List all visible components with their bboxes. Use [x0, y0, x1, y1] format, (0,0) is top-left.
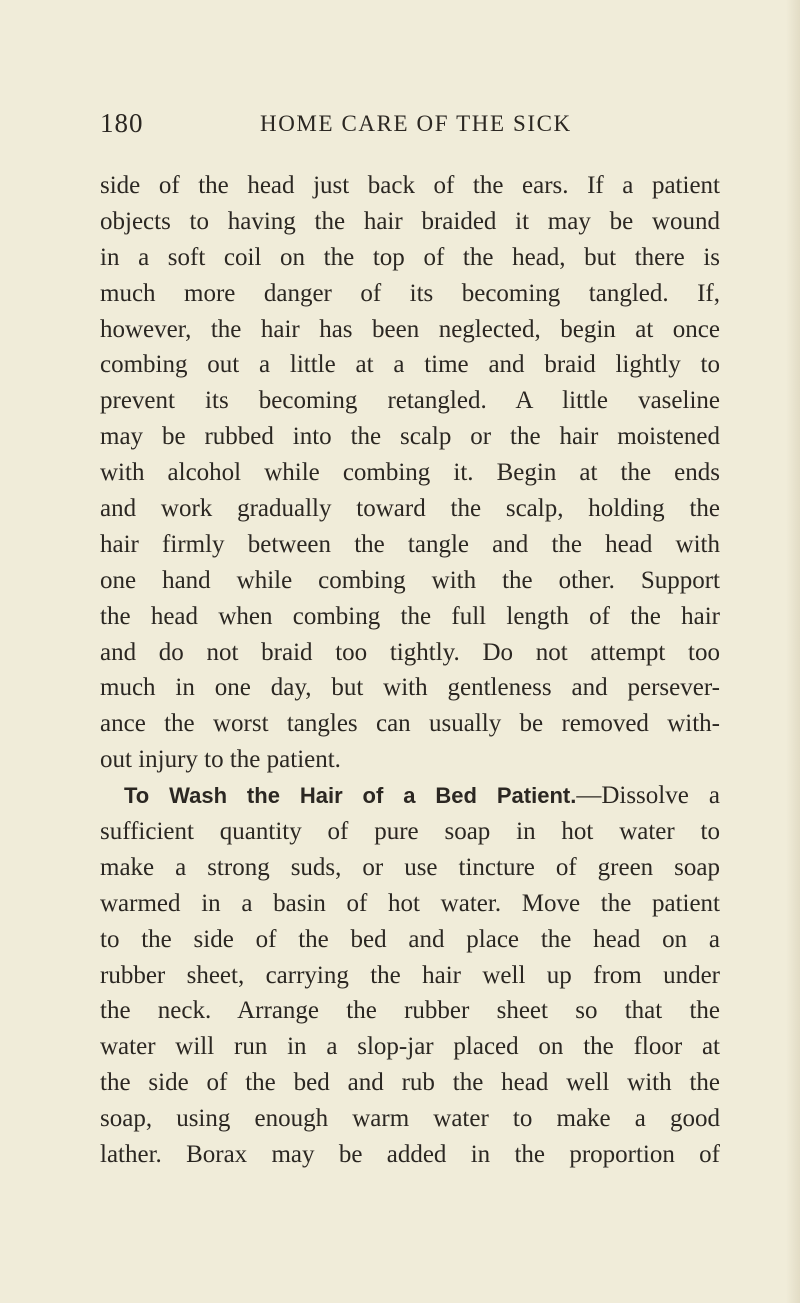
page-edge-shadow: [786, 0, 800, 1303]
text-line: warmed in a basin of hot water. Move the patient: [100, 889, 720, 917]
text-line: much more danger of its becoming tangled. If,: [100, 279, 720, 307]
text-line: and do not braid too tightly. Do not attempt too: [100, 638, 720, 666]
text-line: hair firmly between the tangle and the head with: [100, 530, 720, 558]
running-head: [100, 108, 700, 148]
text-line: one hand while combing with the other. Support: [100, 566, 720, 594]
text-line: rubber sheet, carrying the hair well up from under: [100, 961, 720, 989]
page-number: 180: [100, 108, 144, 138]
text-line: the neck. Arrange the rubber sheet so that the: [100, 997, 720, 1025]
text-line: water will run in a slop-jar placed on the floor at: [100, 1033, 720, 1061]
body-text: [100, 168, 720, 1173]
running-title: HOME CARE OF THE SICK: [260, 111, 572, 136]
text-line: objects to having the hair braided it may be wound: [100, 207, 720, 235]
text-line: in a soft coil on the top of the head, but there is: [100, 243, 720, 271]
text-line: and work gradually toward the scalp, holding the: [100, 495, 720, 523]
text-line: soap, using enough warm water to make a good: [100, 1105, 720, 1133]
text-line: combing out a little at a time and braid lightly to: [100, 351, 720, 379]
section-first-line-rest: —Dissolve a: [576, 782, 720, 810]
text-line: however, the hair has been neglected, begin at once: [100, 315, 720, 343]
text-line: sufficient quantity of pure soap in hot water to: [100, 818, 720, 846]
text-line: prevent its becoming retangled. A little vaseline: [100, 387, 720, 415]
section-heading: To Wash the Hair of a Bed Patient.: [124, 783, 577, 809]
text-line: ance the worst tangles can usually be removed with-: [100, 710, 720, 738]
text-line: make a strong suds, or use tincture of green soap: [100, 853, 720, 881]
text-line: the side of the bed and rub the head well with the: [100, 1069, 720, 1097]
text-line: the head when combing the full length of the hair: [100, 602, 720, 630]
section-first-line: [100, 778, 720, 814]
text-line: may be rubbed into the scalp or the hair moistened: [100, 423, 720, 451]
text-line: to the side of the bed and place the head on a: [100, 925, 720, 953]
text-line: out injury to the patient.: [100, 746, 341, 774]
text-line: with alcohol while combing it. Begin at the ends: [100, 459, 720, 487]
text-line: side of the head just back of the ears. If a patient: [100, 172, 720, 199]
text-line: much in one day, but with gentleness and persever-: [100, 674, 720, 702]
text-line: lather. Borax may be added in the proportion of: [100, 1141, 720, 1169]
